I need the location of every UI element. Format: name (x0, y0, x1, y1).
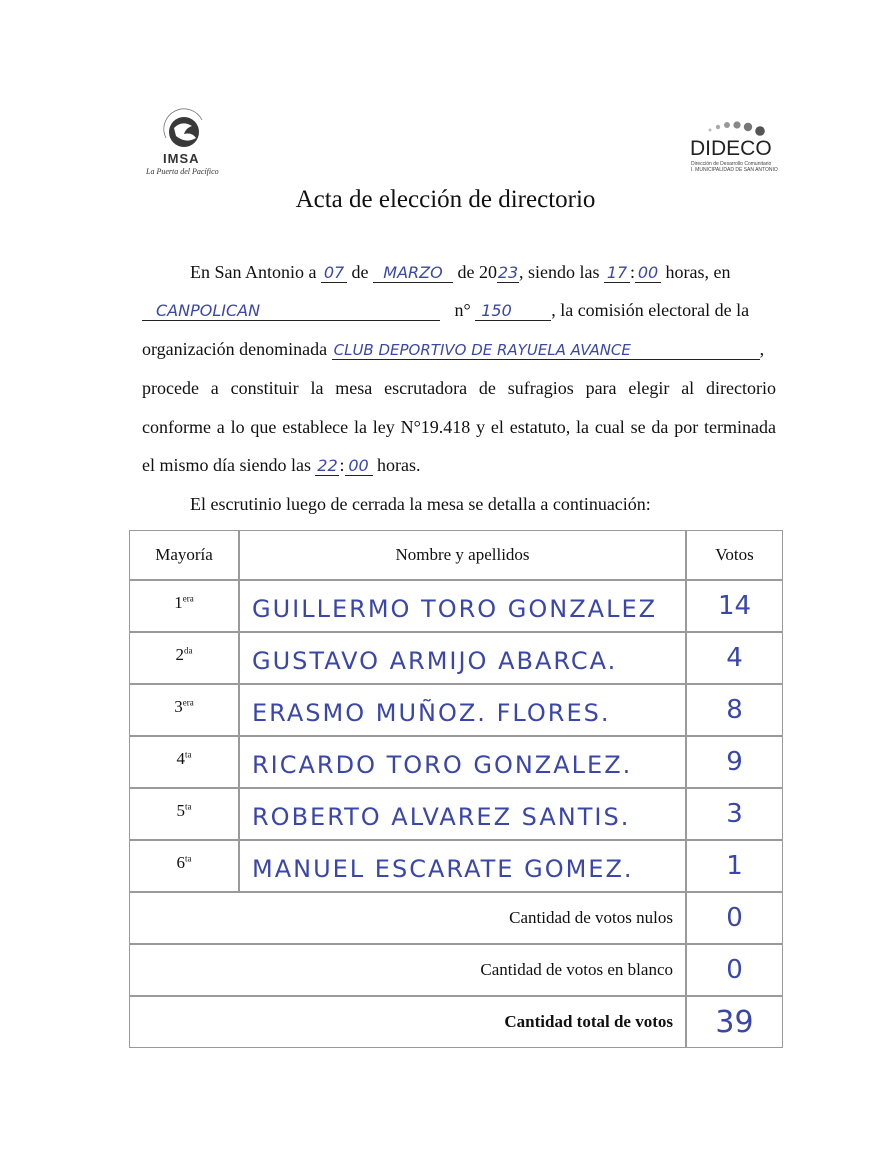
candidate-votes: 3 (686, 788, 783, 840)
rank-cell: $5^{ta}$ (129, 788, 239, 840)
rank-cell: $4^{ta}$ (129, 736, 239, 788)
rank-cell: $2^{da}$ (129, 632, 239, 684)
body-line-6: el mismo día siendo las 22 : 00 horas. (142, 455, 421, 475)
imsa-logo-tagline: La Puerta del Pacífico (146, 167, 219, 176)
body-line-1: En San Antonio a 07 de MARZO de 2023, siendo las 17 : 00 horas, en (190, 262, 731, 282)
body-line-4: procede a constituir la mesa escrutadora de sufragios para elegir al directorio (142, 378, 776, 398)
rank-cell: $6^{ta}$ (129, 840, 239, 892)
end-hour-field: 22 (317, 456, 338, 475)
null-votes-label: Cantidad de votos nulos (129, 892, 686, 944)
candidate-name: MANUEL ESCARATE GOMEZ. (239, 840, 686, 892)
blank-votes-count: 0 (686, 944, 783, 996)
body-line-5: conforme a lo que establece la ley N°19.418 y el estatuto, la cual se da por terminada (142, 417, 776, 437)
document-title: Acta de elección de directorio (295, 186, 596, 213)
candidate-votes: 4 (686, 632, 783, 684)
candidate-name: RICARDO TORO GONZALEZ. (239, 736, 686, 788)
street-number-field: 150 (475, 302, 551, 321)
body-line-2: CANPOLICAN n° 150 , la comisión electoral de la (142, 300, 776, 321)
body-line-3: organización denominada CLUB DEPORTIVO DE RAYUELA AVANCE , (142, 339, 765, 359)
candidate-votes: 1 (686, 840, 783, 892)
header-name: Nombre y apellidos (239, 530, 686, 580)
start-hour-field: 17 (604, 264, 630, 283)
dideco-logo-subtitle: Dirección de Desarrollo Comunitario (691, 161, 772, 167)
day-field: 07 (321, 264, 347, 283)
candidate-name: ROBERTO ALVAREZ SANTIS. (239, 788, 686, 840)
candidate-votes: 14 (686, 580, 783, 632)
street-field: CANPOLICAN (142, 302, 440, 321)
total-votes-label: Cantidad total de votos (129, 996, 686, 1048)
candidate-votes: 8 (686, 684, 783, 736)
candidate-name: ERASMO MUÑOZ. FLORES. (239, 684, 686, 736)
candidate-name: GUILLERMO TORO GONZALEZ (239, 580, 686, 632)
candidate-name: GUSTAVO ARMIJO ABARCA. (239, 632, 686, 684)
total-votes-count: 39 (686, 996, 783, 1048)
rank-cell: $3^{era}$ (129, 684, 239, 736)
header-rank: Mayoría (129, 530, 239, 580)
month-field: MARZO (373, 264, 453, 283)
start-minute-field: 00 (635, 264, 661, 283)
header-votes: Votos (686, 530, 783, 580)
tally-intro: El escrutinio luego de cerrada la mesa se detalla a continuación: (190, 494, 651, 514)
end-minute-field: 00 (345, 457, 373, 476)
organization-name-field: CLUB DEPORTIVO DE RAYUELA AVANCE (332, 341, 760, 360)
rank-cell: $1^{era}$ (129, 580, 239, 632)
blank-votes-label: Cantidad de votos en blanco (129, 944, 686, 996)
null-votes-count: 0 (686, 892, 783, 944)
dideco-logo-municipality: I. MUNICIPALIDAD DE SAN ANTONIO (691, 167, 778, 173)
imsa-logo-name: IMSA (163, 151, 200, 166)
year-field: 23 (497, 263, 519, 282)
candidate-votes: 9 (686, 736, 783, 788)
dideco-logo-name: DIDECO (690, 137, 772, 160)
